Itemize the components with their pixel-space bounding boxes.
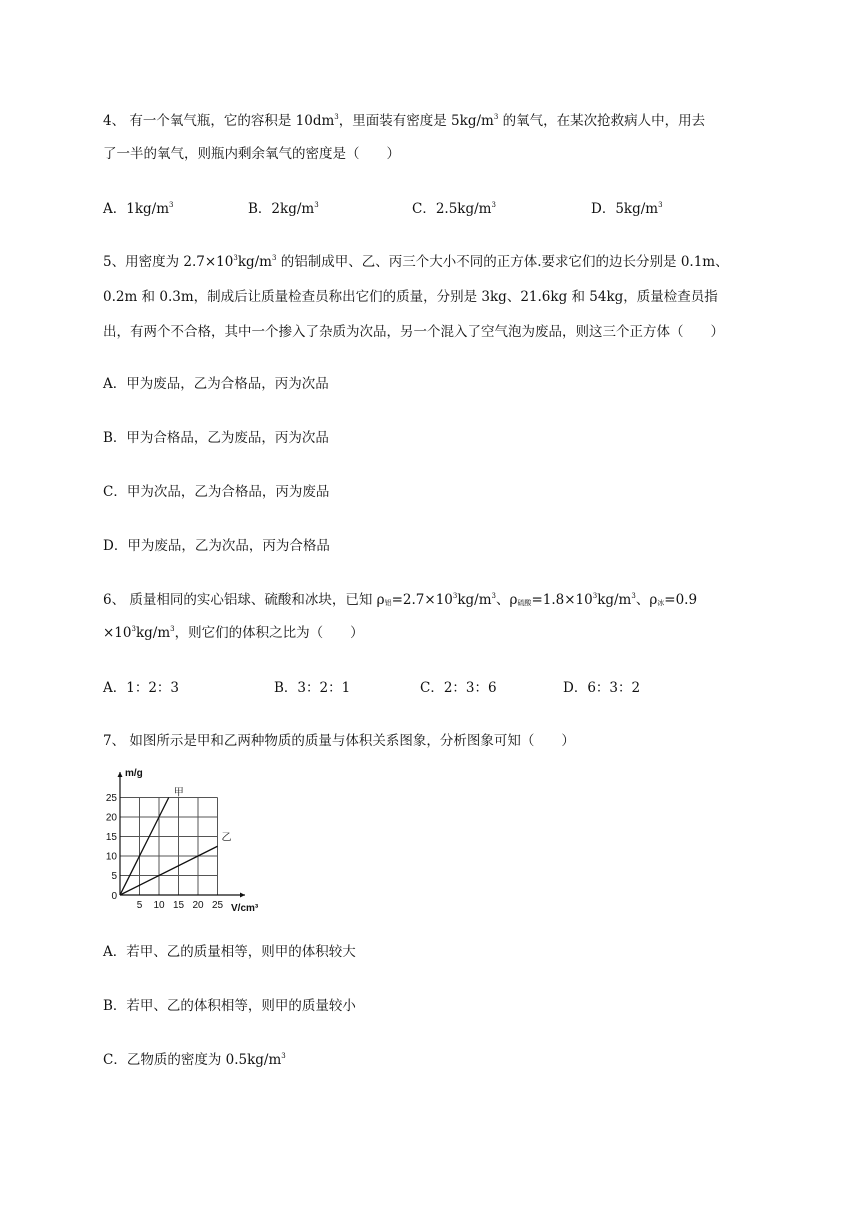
y-axis-label: m/g xyxy=(125,768,143,779)
series-line-jia xyxy=(120,798,169,896)
q6-stem-line2: $\times 10^3kg/m^3$，则它们的体积之比为（ ） xyxy=(103,625,364,641)
origin-label: 0 xyxy=(111,891,117,902)
q5-option-b[interactable]: B．甲为合格品，乙为废品，丙为次品 xyxy=(103,430,329,446)
q4-stem-line2: 了一半的氧气，则瓶内剩余氧气的密度是（ ） xyxy=(103,146,400,162)
q5-option-d[interactable]: D．甲为废品，乙为次品，丙为合格品 xyxy=(103,538,330,554)
q4-stem-line1: 4、 有一个氧气瓶，它的容积是 $10dm^3$，里面装有密度是 $5kg/m^3$ 的氧气，在某次抢救病人中，用去 xyxy=(103,113,706,129)
x-axis-label: V/cm³ xyxy=(231,903,259,914)
y-tick-label: 20 xyxy=(105,812,117,824)
q6-stem-line1: 6、 质量相同的实心铝球、硫酸和冰块，已知 $\rho_铝=2.7\times 10^3kg/m^3$、$\rho_{硫酸}=1.8\times 10^3kg/m^3$、$\rho_冰=0.9$ xyxy=(103,592,698,608)
q4-option-c[interactable]: C．$2.5kg/m^3$ xyxy=(412,201,496,217)
q6-option-a[interactable]: A．1：2：3 xyxy=(103,680,180,696)
y-tick-label: 5 xyxy=(111,871,117,882)
series-label-jia: 甲 xyxy=(173,787,184,799)
q5-option-a[interactable]: A．甲为废品，乙为合格品，丙为次品 xyxy=(103,376,329,392)
q5-stem-line3: 出，有两个不合格，其中一个掺入了杂质为次品，另一个混入了空气泡为废品，则这三个正方体（ ） xyxy=(103,324,724,340)
y-tick-label: 25 xyxy=(105,793,117,804)
mass-volume-chart xyxy=(103,768,283,916)
x-axis-arrow xyxy=(240,893,245,898)
q6-option-c[interactable]: C．2：3：6 xyxy=(420,680,497,696)
y-axis-arrow xyxy=(118,772,123,777)
q4-option-b[interactable]: B．$2kg/m^3$ xyxy=(248,201,319,217)
q6-option-b[interactable]: B．3：2：1 xyxy=(274,680,351,696)
x-tick-label: 5 xyxy=(136,900,143,911)
q5-stem-line1: 5、用密度为 $2.7\times 10^3kg/m^3$ 的铝制成甲、乙、丙三个大小不同的正方体.要求它们的边长分别是 0.1m、 xyxy=(103,254,729,270)
y-tick-label: 15 xyxy=(105,832,117,843)
series-line-yi xyxy=(120,846,218,895)
series-label-yi: 乙 xyxy=(221,832,232,844)
x-tick-label: 25 xyxy=(211,900,224,911)
y-tick-label: 10 xyxy=(105,851,117,863)
x-tick-label: 20 xyxy=(192,900,204,911)
q7-option-b[interactable]: B．若甲、乙的体积相等，则甲的质量较小 xyxy=(103,998,356,1014)
q4-option-a[interactable]: A．$1kg/m^3$ xyxy=(103,201,174,217)
q5-option-c[interactable]: C．甲为次品，乙为合格品，丙为废品 xyxy=(103,484,330,500)
q5-stem-line2: 0.2m 和 0.3m，制成后让质量检查员称出它们的质量，分别是 3kg、21.6kg 和 54kg，质量检查员指 xyxy=(103,289,718,305)
x-tick-label: 15 xyxy=(172,900,185,911)
q6-option-d[interactable]: D．6：3：2 xyxy=(563,680,641,696)
q4-option-d[interactable]: D．$5kg/m^3$ xyxy=(591,201,663,217)
q7-option-c[interactable]: C．乙物质的密度为 $0.5kg/m^3$ xyxy=(103,1052,286,1068)
q7-stem: 7、 如图所示是甲和乙两种物质的质量与体积关系图象，分析图象可知（ ） xyxy=(103,733,575,749)
q7-option-a[interactable]: A．若甲、乙的质量相等，则甲的体积较大 xyxy=(103,944,356,960)
x-tick-label: 10 xyxy=(153,900,165,911)
